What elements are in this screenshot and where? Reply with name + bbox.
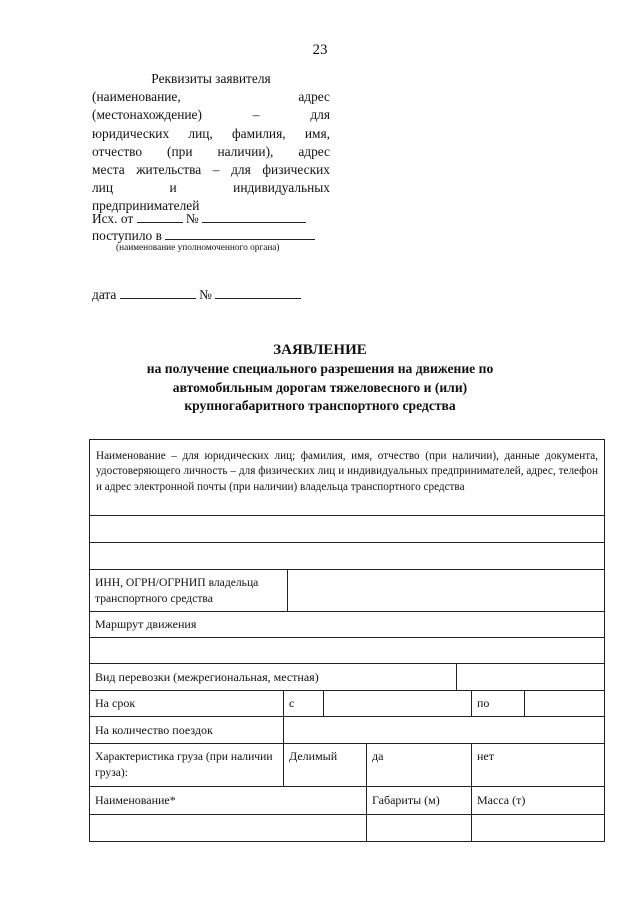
inn-row xyxy=(89,570,605,612)
received-line xyxy=(92,227,315,244)
from-label: с xyxy=(283,691,323,716)
requisites-line-5: места жительства – для физических xyxy=(92,162,330,178)
requisites-line-3: юридических лиц, фамилия, имя, xyxy=(92,125,330,141)
outgoing-date-field[interactable] xyxy=(137,210,183,223)
route-row xyxy=(89,612,605,638)
requisites-line-1: (наименование, адрес xyxy=(92,89,330,105)
outgoing-prefix: Исх. от xyxy=(92,211,134,226)
date-prefix: дата xyxy=(92,287,117,302)
to-date-field[interactable] xyxy=(524,691,604,716)
cargo-label: Характеристика груза (при наличии груза): xyxy=(95,750,273,779)
cargo-data-row xyxy=(89,815,605,842)
trips-label: На количество поездок xyxy=(95,722,213,737)
received-authority-field[interactable] xyxy=(165,227,315,240)
date-field[interactable] xyxy=(120,286,196,299)
transport-type-field[interactable] xyxy=(456,664,604,690)
route-label: Маршрут движения xyxy=(95,617,197,631)
applicant-requisites xyxy=(92,70,330,216)
date-line xyxy=(92,286,301,303)
requisites-line-6: лиц и индивидуальных xyxy=(92,180,330,196)
date-number-sign: № xyxy=(199,287,212,302)
heading-line-3: крупногабаритного транспортного средства xyxy=(184,398,456,413)
term-row xyxy=(89,691,605,717)
heading-line-2: автомобильным дорогам тяжеловесного и (или) xyxy=(172,379,468,395)
cargo-header-row xyxy=(89,787,605,815)
application-heading xyxy=(90,340,550,416)
trips-row xyxy=(89,717,605,744)
no-option[interactable]: нет xyxy=(471,744,604,786)
owner-name-label: Наименование – для юридических лиц; фамилия, имя, отчество (при наличии), данные документа, удостоверяющего личность – для физических лиц и индивидуальных предпринимателей, адрес, телефон и адрес электронной почты (при наличии) владельца транспортного средства xyxy=(96,450,598,493)
mass-label: Масса (т) xyxy=(471,787,604,814)
dimensions-label: Габариты (м) xyxy=(366,787,471,814)
authority-note: (наименование уполномоченного органа) xyxy=(116,243,280,253)
cargo-row xyxy=(89,744,605,787)
owner-name-input-1[interactable] xyxy=(89,516,605,543)
cargo-mass-field[interactable] xyxy=(471,815,604,841)
name-label: Наименование* xyxy=(95,793,176,807)
trips-field[interactable] xyxy=(283,717,604,743)
from-date-field[interactable] xyxy=(323,691,471,716)
inn-label: ИНН, ОГРН/ОГРНИП владельца транспортного средства xyxy=(95,575,259,605)
divisible-label: Делимый xyxy=(283,744,366,786)
heading-title: ЗАЯВЛЕНИЕ xyxy=(273,342,367,358)
inn-field[interactable] xyxy=(287,570,604,611)
application-form xyxy=(89,439,605,842)
requisites-line-4: отчество (при наличии), адрес xyxy=(92,143,330,159)
transport-type-label: Вид перевозки (межрегиональная, местная) xyxy=(95,669,319,684)
requisites-line-2: (местонахождение) – для xyxy=(92,107,330,123)
outgoing-number-field[interactable] xyxy=(202,210,306,223)
route-input[interactable] xyxy=(89,638,605,664)
to-label: по xyxy=(471,691,524,716)
term-label: На срок xyxy=(95,696,136,710)
requisites-title: Реквизиты заявителя xyxy=(151,71,271,86)
outgoing-number-sign: № xyxy=(185,211,199,226)
heading-line-1: на получение специального разрешения на движение по xyxy=(146,361,494,376)
outgoing-line xyxy=(92,210,306,227)
cargo-name-field[interactable] xyxy=(90,815,366,841)
owner-name-input-2[interactable] xyxy=(89,543,605,570)
owner-name-row xyxy=(89,440,605,516)
received-prefix: поступило в xyxy=(92,228,162,243)
cargo-dimensions-field[interactable] xyxy=(366,815,471,841)
requisites-line-7: предпринимателей xyxy=(92,198,200,214)
date-number-field[interactable] xyxy=(215,286,301,299)
transport-type-row xyxy=(89,664,605,691)
page-number: 23 xyxy=(312,42,328,58)
yes-option[interactable]: да xyxy=(366,744,471,786)
